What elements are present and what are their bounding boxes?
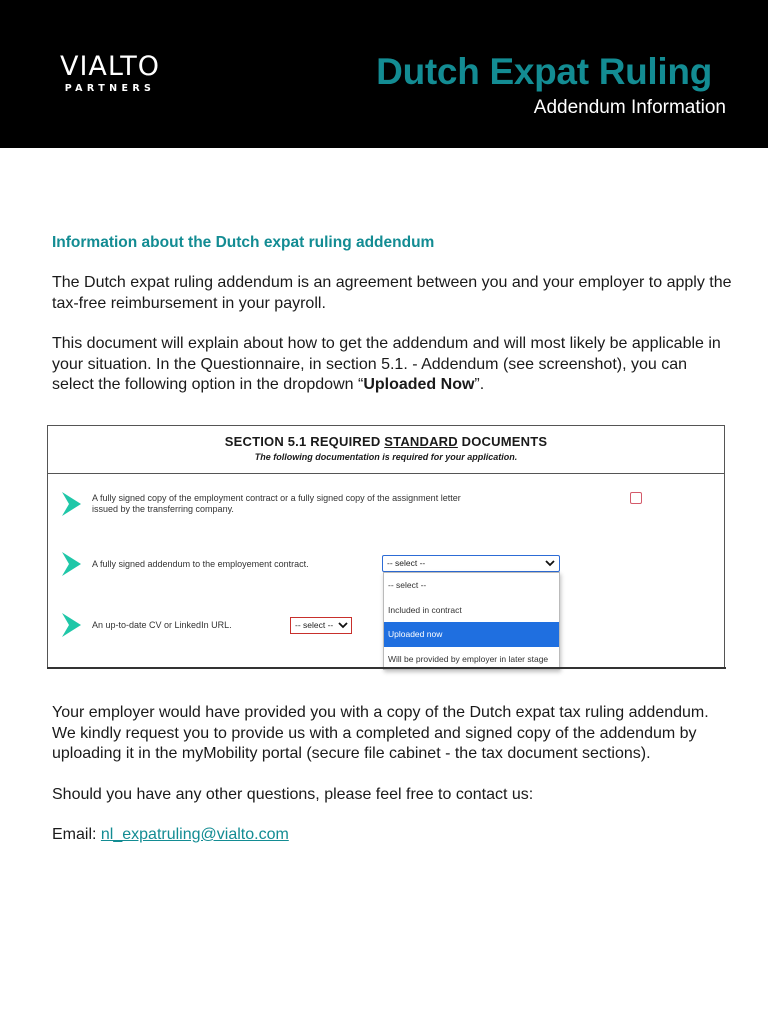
document-row-employment [48, 490, 724, 520]
document-row-text [92, 493, 461, 515]
questionnaire-screenshot [47, 425, 725, 669]
document-subtitle: Addendum Information [533, 97, 726, 118]
closing-paragraph: Your employer would have provided you with a copy of the Dutch expat tax ruling addendum. We kindly request you to provide us with a completed and signed copy of the addendum by uploading it in the myMobility portal (secure file cabinet - the tax document sections). [52, 704, 709, 762]
instruction-end: ”. [474, 376, 485, 393]
logo-wordmark: VIALTO [60, 51, 160, 82]
email-line [52, 825, 732, 846]
row-text-line: issued by the transferring company. [92, 504, 234, 514]
arrow-icon [60, 551, 82, 577]
arrow-icon [60, 612, 82, 638]
select-value: -- select -- [295, 620, 334, 630]
screenshot-title [48, 434, 724, 449]
email-label: Email: [52, 826, 101, 843]
screenshot-title-end: DOCUMENTS [457, 434, 548, 449]
chevron-down-icon [545, 558, 555, 568]
contact-paragraph: Should you have any other questions, please feel free to contact us: [52, 785, 534, 803]
document-row-text: A fully signed addendum to the employement contract. [92, 559, 309, 569]
dropdown-option[interactable]: Included in contract [388, 604, 462, 615]
dropdown-option[interactable]: -- select -- [388, 580, 427, 590]
addendum-dropdown-menu [383, 572, 560, 670]
chevron-down-icon [338, 620, 348, 630]
email-link[interactable]: nl_expatruling@vialto.com [100, 826, 289, 843]
intro-section [52, 233, 732, 416]
instruction-paragraph [52, 334, 732, 396]
intro-paragraph: The Dutch expat ruling addendum is an agreement between you and your employer to apply the tax-free reimbursement in your payroll. [52, 274, 732, 312]
arrow-icon [60, 491, 82, 517]
row-text-line: A fully signed copy of the employment contract or a fully signed copy of the assignment letter [92, 493, 461, 503]
screenshot-title-start: SECTION 5.1 REQUIRED [224, 434, 385, 449]
vialto-logo [45, 52, 175, 94]
screenshot-title-underlined: STANDARD [384, 434, 458, 449]
dropdown-option-selected[interactable]: Uploaded now [384, 622, 559, 647]
document-checkbox[interactable] [630, 492, 642, 504]
select-value: -- select -- [387, 558, 426, 568]
screenshot-subtitle: The following documentation is required for your application. [254, 452, 518, 462]
document-title: Dutch Expat Ruling [376, 51, 712, 92]
dropdown-option[interactable]: Will be provided by employer in later stage [388, 653, 549, 664]
logo-subtitle: PARTNERS [64, 83, 156, 94]
instruction-text: This document will explain about how to get the addendum and will most likely be applicable in your situation. In the Questionnaire, in section 5.1. - Addendum (see screenshot), you can select the following option in the dropdown “ [52, 335, 721, 393]
addendum-select[interactable] [382, 555, 560, 572]
document-row-text: An up-to-date CV or LinkedIn URL. [92, 620, 232, 630]
section-heading: Information about the Dutch expat ruling addendum [52, 234, 435, 251]
closing-section [52, 703, 732, 866]
uploaded-now-emphasis: Uploaded Now [363, 376, 475, 393]
screenshot-header [48, 426, 724, 474]
cv-select[interactable] [290, 617, 352, 634]
header-banner [0, 0, 768, 148]
